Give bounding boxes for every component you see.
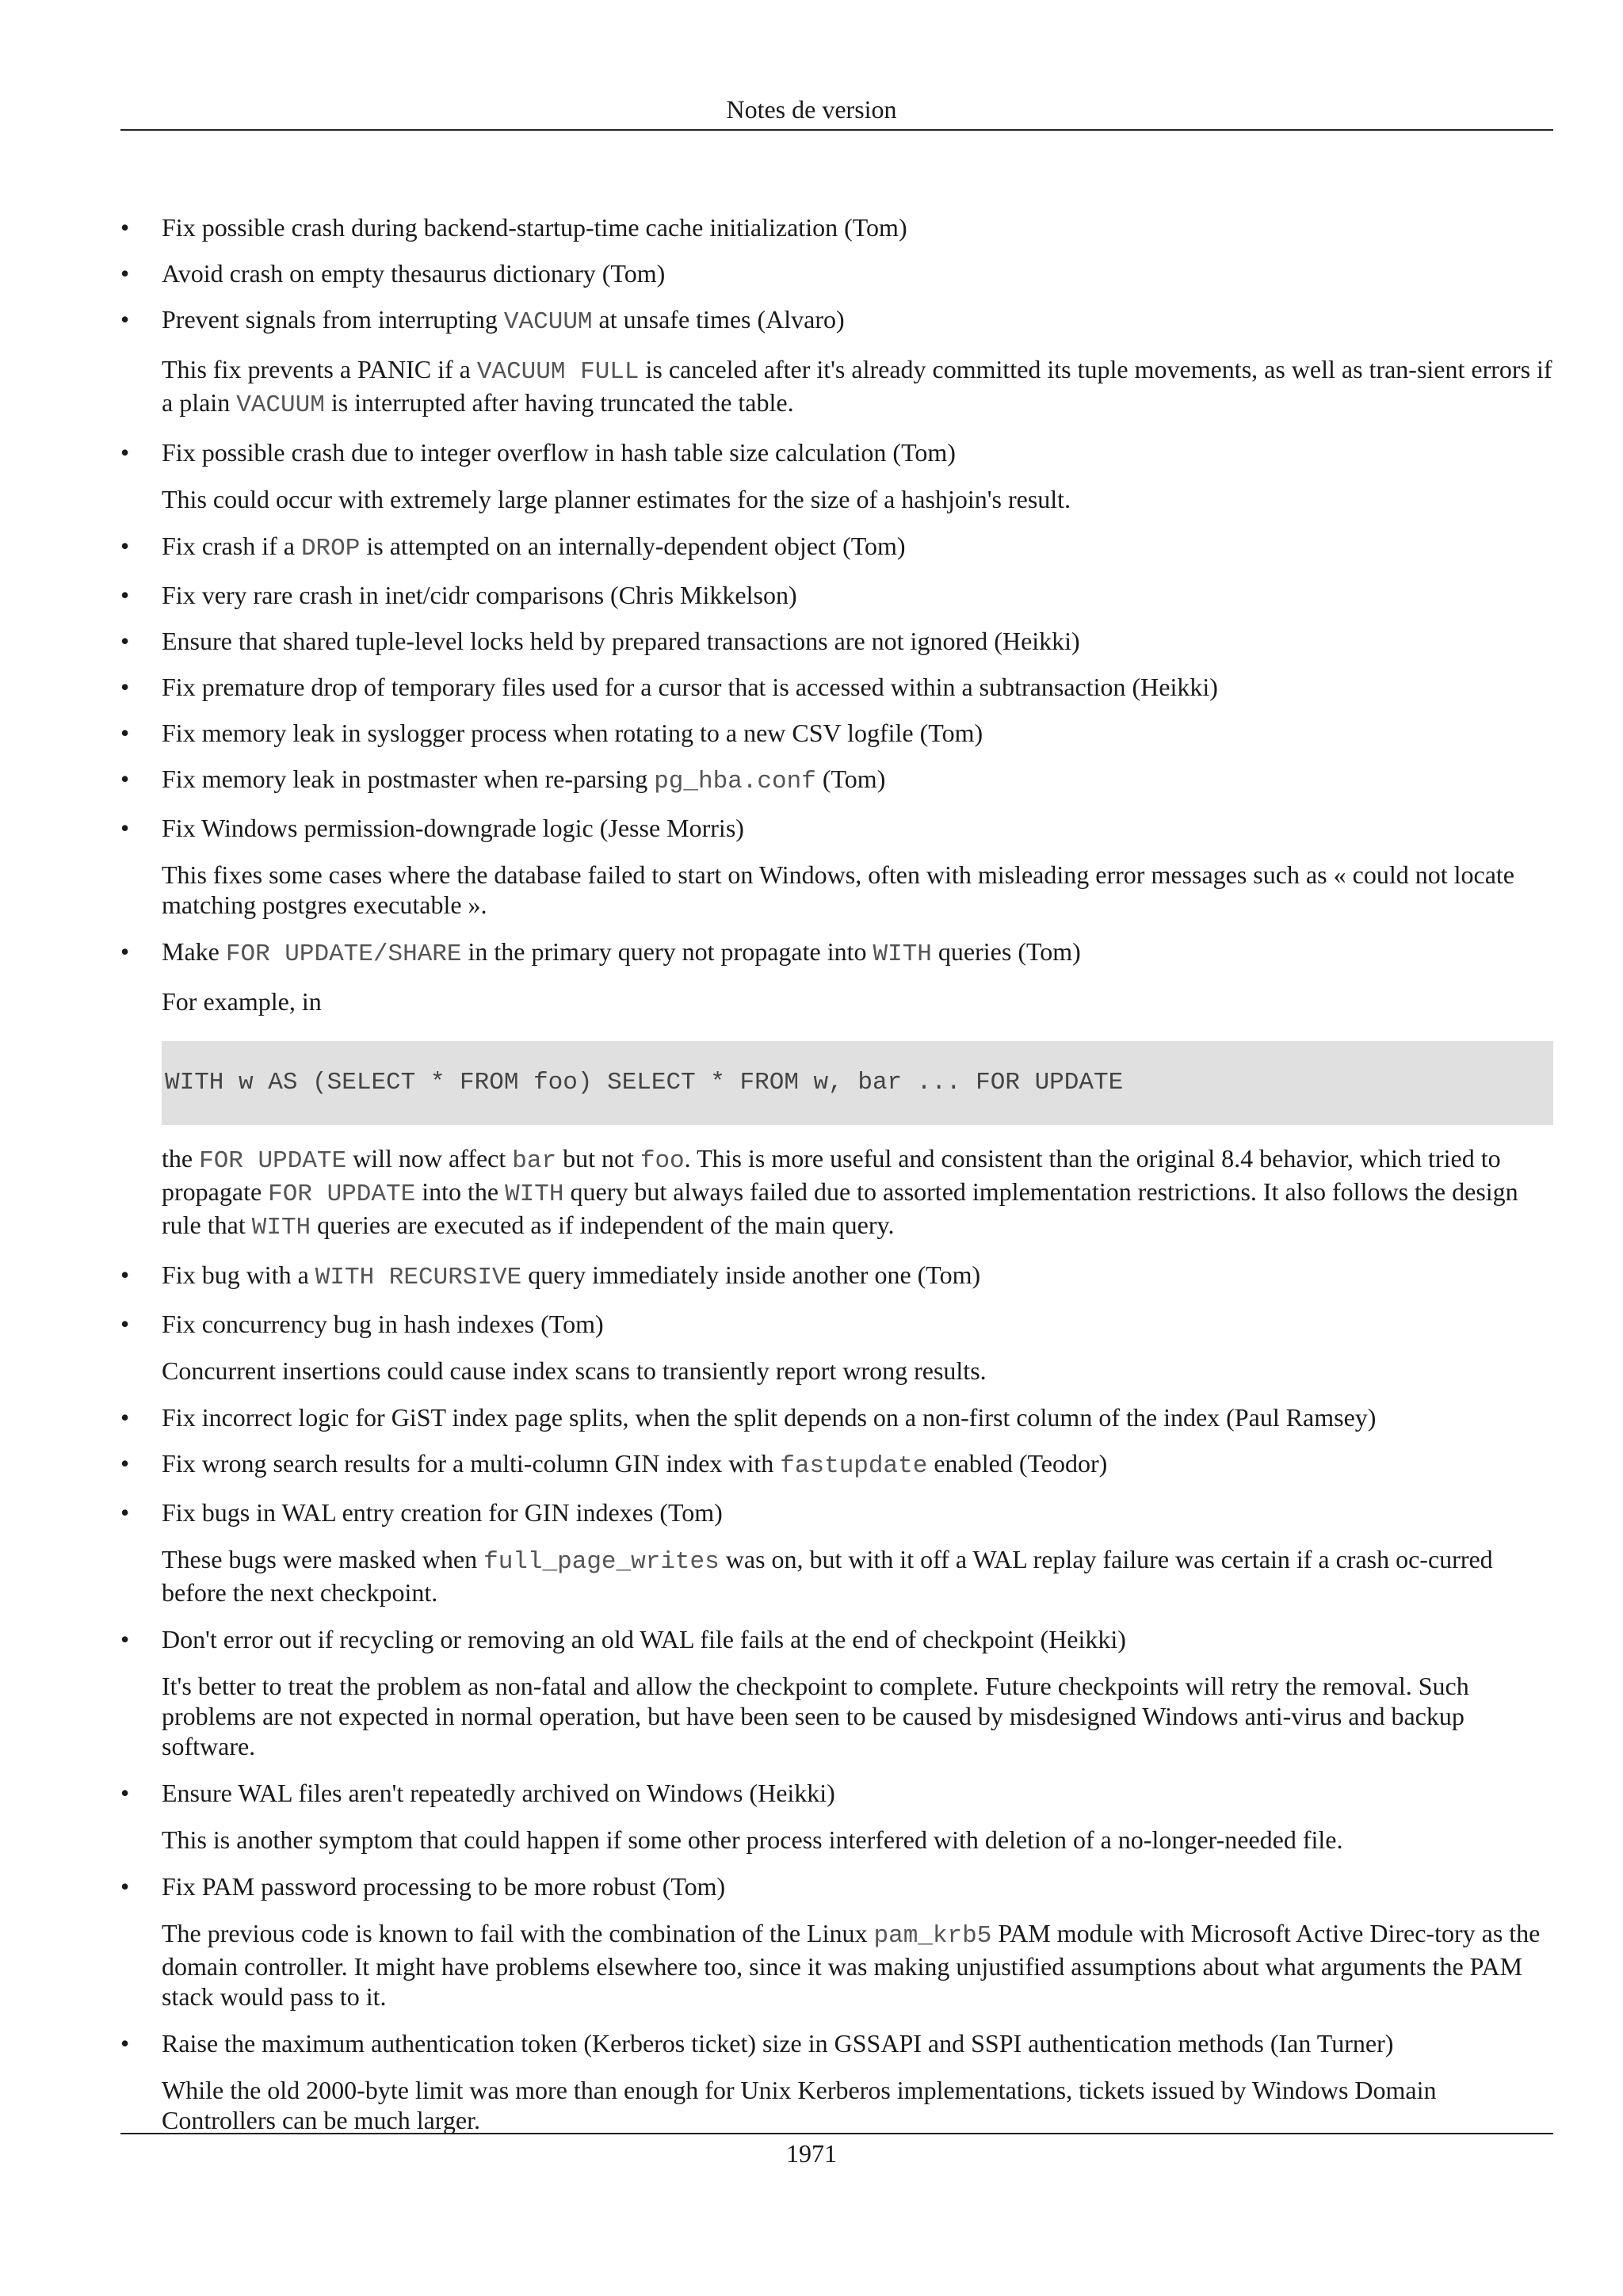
bullet-icon: • — [120, 1872, 130, 1901]
item-title — [162, 204, 1553, 250]
item-description — [162, 1816, 1553, 1863]
item-title — [162, 250, 1553, 296]
text-run: Prevent signals from interrupting — [162, 305, 504, 334]
inline-code: full_page_writes — [483, 1548, 720, 1576]
inline-code: pg_hba.conf — [654, 768, 816, 795]
item-title — [162, 1489, 1553, 1535]
item-title — [162, 296, 1553, 345]
inline-code: VACUUM — [236, 391, 325, 419]
bullet-icon: • — [120, 1403, 130, 1432]
item-title — [162, 1301, 1553, 1347]
item-description — [162, 1909, 1553, 2020]
code-block: WITH w AS (SELECT * FROM foo) SELECT * FROM w, bar ... FOR UPDATE — [162, 1041, 1553, 1125]
text-run: These bugs were masked when — [162, 1545, 484, 1573]
text-run: Fix bug with a — [162, 1261, 315, 1289]
bullet-icon: • — [120, 719, 130, 747]
bullet-icon: • — [120, 814, 130, 842]
text-run: into the — [415, 1177, 506, 1206]
text-run: Fix memory leak in syslogger process when rotating to a new CSV logfile (Tom) — [162, 719, 983, 747]
inline-code: pam_krb5 — [873, 1922, 992, 1950]
text-run: is interrupted after having truncated the table. — [324, 388, 794, 417]
text-run: but not — [556, 1144, 640, 1173]
list-item — [120, 664, 1553, 710]
text-run: is canceled after it's already committed its tuple movements, as well as tran-sient errors if a plain — [162, 355, 1552, 417]
inline-code: bar — [512, 1147, 557, 1175]
text-run: This is another symptom that could happen if some other process interfered with deletion of a no-longer-needed file. — [162, 1825, 1343, 1854]
item-description — [162, 1347, 1553, 1394]
text-run: will now affect — [346, 1144, 513, 1173]
text-run: Fix incorrect logic for GiST index page splits, when the split depends on a non-first column of the index (Paul Ramsey) — [162, 1403, 1377, 1432]
bullet-icon: • — [120, 1779, 130, 1807]
text-run: While the old 2000-byte limit was more than enough for Unix Kerberos implementations, tickets issued by Windows Domain Controllers can be much larger. — [162, 2076, 1437, 2134]
bullet-icon: • — [120, 937, 130, 966]
list-item — [120, 1301, 1553, 1394]
list-item — [120, 1863, 1553, 2020]
item-title — [162, 429, 1553, 475]
text-run: Fix Windows permission-downgrade logic (Jesse Morris) — [162, 814, 744, 842]
list-item — [120, 250, 1553, 296]
bullet-icon: • — [120, 1625, 130, 1653]
item-title — [162, 710, 1553, 756]
inline-code: WITH — [251, 1214, 311, 1241]
bullet-icon: • — [120, 1498, 130, 1527]
bullet-icon: • — [120, 1449, 130, 1478]
text-run: Fix very rare crash in inet/cidr comparisons (Chris Mikkelson) — [162, 581, 797, 609]
list-item — [120, 710, 1553, 756]
text-run: Ensure WAL files aren't repeatedly archived on Windows (Heikki) — [162, 1779, 835, 1807]
text-run: the — [162, 1144, 200, 1173]
list-item — [120, 572, 1553, 618]
text-run: Fix crash if a — [162, 532, 301, 560]
text-run: Fix possible crash during backend-startup-time cache initialization (Tom) — [162, 213, 907, 242]
list-item — [120, 1252, 1553, 1301]
list-item — [120, 1394, 1553, 1440]
item-description — [162, 1135, 1553, 1252]
list-item — [120, 429, 1553, 523]
item-description — [162, 1662, 1553, 1770]
item-title — [162, 2020, 1553, 2066]
item-title — [162, 1394, 1553, 1440]
text-run: Fix premature drop of temporary files used for a cursor that is accessed within a subtransaction (Heikki) — [162, 673, 1218, 701]
item-title — [162, 929, 1553, 978]
inline-code: VACUUM FULL — [476, 358, 640, 386]
text-run: queries are executed as if independent of the main query. — [311, 1211, 895, 1239]
list-item — [120, 618, 1553, 664]
header-rule — [120, 129, 1553, 131]
text-run: queries (Tom) — [931, 937, 1081, 966]
text-run: Avoid crash on empty thesaurus dictionary (Tom) — [162, 259, 666, 288]
item-title — [162, 1440, 1553, 1489]
bullet-icon: • — [120, 305, 130, 334]
text-run: Fix memory leak in postmaster when re-parsing — [162, 765, 655, 793]
text-run: This could occur with extremely large planner estimates for the size of a hashjoin's result. — [162, 485, 1071, 513]
bullet-icon: • — [120, 213, 130, 242]
list-item — [120, 756, 1553, 805]
inline-code: WITH RECURSIVE — [315, 1264, 522, 1291]
item-title — [162, 664, 1553, 710]
text-run: Fix concurrency bug in hash indexes (Tom) — [162, 1310, 604, 1338]
list-item — [120, 1616, 1553, 1770]
text-run: The previous code is known to fail with the combination of the Linux — [162, 1919, 874, 1947]
bullet-icon: • — [120, 765, 130, 793]
text-run: query but always failed due to assorted implementation restrictions. It also follows the design rule that — [162, 1177, 1518, 1239]
text-run: is attempted on an internally-dependent object (Tom) — [360, 532, 906, 560]
bullet-icon: • — [120, 532, 130, 560]
bullet-icon: • — [120, 581, 130, 609]
item-title — [162, 1252, 1553, 1301]
text-run: query immediately inside another one (Tom) — [521, 1261, 981, 1289]
text-run: in the primary query not propagate into — [461, 937, 873, 966]
inline-code: fastupdate — [780, 1452, 928, 1480]
inline-code: FOR UPDATE — [268, 1180, 416, 1208]
item-title — [162, 572, 1553, 618]
inline-code: FOR UPDATE — [199, 1147, 347, 1175]
page-number: 1971 — [786, 2139, 837, 2168]
release-notes-list — [120, 204, 1553, 2144]
release-notes-content — [120, 204, 1553, 2144]
text-run: Make — [162, 937, 226, 966]
text-run: Don't error out if recycling or removing an old WAL file fails at the end of checkpoint (Heikki) — [162, 1625, 1126, 1653]
item-title — [162, 1770, 1553, 1816]
item-title — [162, 523, 1553, 572]
inline-code: WITH — [505, 1180, 564, 1208]
text-run: PAM module with Microsoft Active Direc-tory as the domain controller. It might have problems elsewhere too, since it was making unjustified assumptions about what arguments the PAM stack would pass to it. — [162, 1919, 1541, 2011]
item-title — [162, 805, 1553, 851]
list-item — [120, 1770, 1553, 1863]
bullet-icon: • — [120, 673, 130, 701]
item-description — [162, 475, 1553, 523]
text-run: Ensure that shared tuple-level locks held by prepared transactions are not ignored (Heikki) — [162, 627, 1080, 655]
item-title — [162, 1616, 1553, 1662]
bullet-icon: • — [120, 1310, 130, 1338]
item-title — [162, 1863, 1553, 1909]
list-item — [120, 296, 1553, 429]
inline-code: FOR UPDATE/SHARE — [225, 940, 462, 968]
text-run: was on, but with it off a WAL replay failure was certain if a crash oc-curred before the next checkpoint. — [162, 1545, 1493, 1607]
page-header-title: Notes de version — [726, 95, 897, 124]
bullet-icon: • — [120, 1261, 130, 1289]
inline-code: WITH — [873, 940, 932, 968]
bullet-icon: • — [120, 2029, 130, 2058]
item-description — [162, 345, 1553, 429]
text-run: Fix wrong search results for a multi-column GIN index with — [162, 1449, 781, 1478]
inline-code: VACUUM — [503, 308, 593, 336]
text-run: Raise the maximum authentication token (Kerberos ticket) size in GSSAPI and SSPI authentication methods (Ian Turner) — [162, 2029, 1394, 2058]
item-title — [162, 618, 1553, 664]
text-run: (Tom) — [815, 765, 886, 793]
item-description — [162, 851, 1553, 929]
text-run: . This is more useful and consistent than the original 8.4 behavior, which tried to propagate — [162, 1144, 1501, 1206]
text-run: This fixes some cases where the database failed to start on Windows, often with misleading error messages such as « could not locate matching postgres executable ». — [162, 860, 1514, 919]
list-item — [120, 929, 1553, 1252]
footer-rule — [120, 2133, 1553, 2134]
inline-code: foo — [640, 1147, 685, 1175]
list-item — [120, 2020, 1553, 2144]
text-run: Fix bugs in WAL entry creation for GIN indexes (Tom) — [162, 1498, 723, 1527]
text-run: Fix possible crash due to integer overflow in hash table size calculation (Tom) — [162, 438, 956, 467]
text-run: Fix PAM password processing to be more robust (Tom) — [162, 1872, 726, 1901]
item-description — [162, 1535, 1553, 1616]
item-description — [162, 978, 1553, 1025]
list-item — [120, 523, 1553, 572]
bullet-icon: • — [120, 259, 130, 288]
inline-code: DROP — [300, 535, 361, 563]
list-item — [120, 204, 1553, 250]
text-run: For example, in — [162, 987, 322, 1016]
list-item — [120, 805, 1553, 929]
text-run: enabled (Teodor) — [927, 1449, 1108, 1478]
bullet-icon: • — [120, 627, 130, 655]
item-title — [162, 756, 1553, 805]
bullet-icon: • — [120, 438, 130, 467]
text-run: at unsafe times (Alvaro) — [592, 305, 845, 334]
text-run: It's better to treat the problem as non-fatal and allow the checkpoint to complete. Future checkpoints will retry the removal. Such problems are not expected in normal operation, but have been seen to be caused by misdesigned Windows anti-virus and backup software. — [162, 1672, 1469, 1760]
text-run: Concurrent insertions could cause index scans to transiently report wrong results. — [162, 1356, 987, 1385]
list-item — [120, 1440, 1553, 1489]
list-item — [120, 1489, 1553, 1616]
text-run: This fix prevents a PANIC if a — [162, 355, 477, 383]
